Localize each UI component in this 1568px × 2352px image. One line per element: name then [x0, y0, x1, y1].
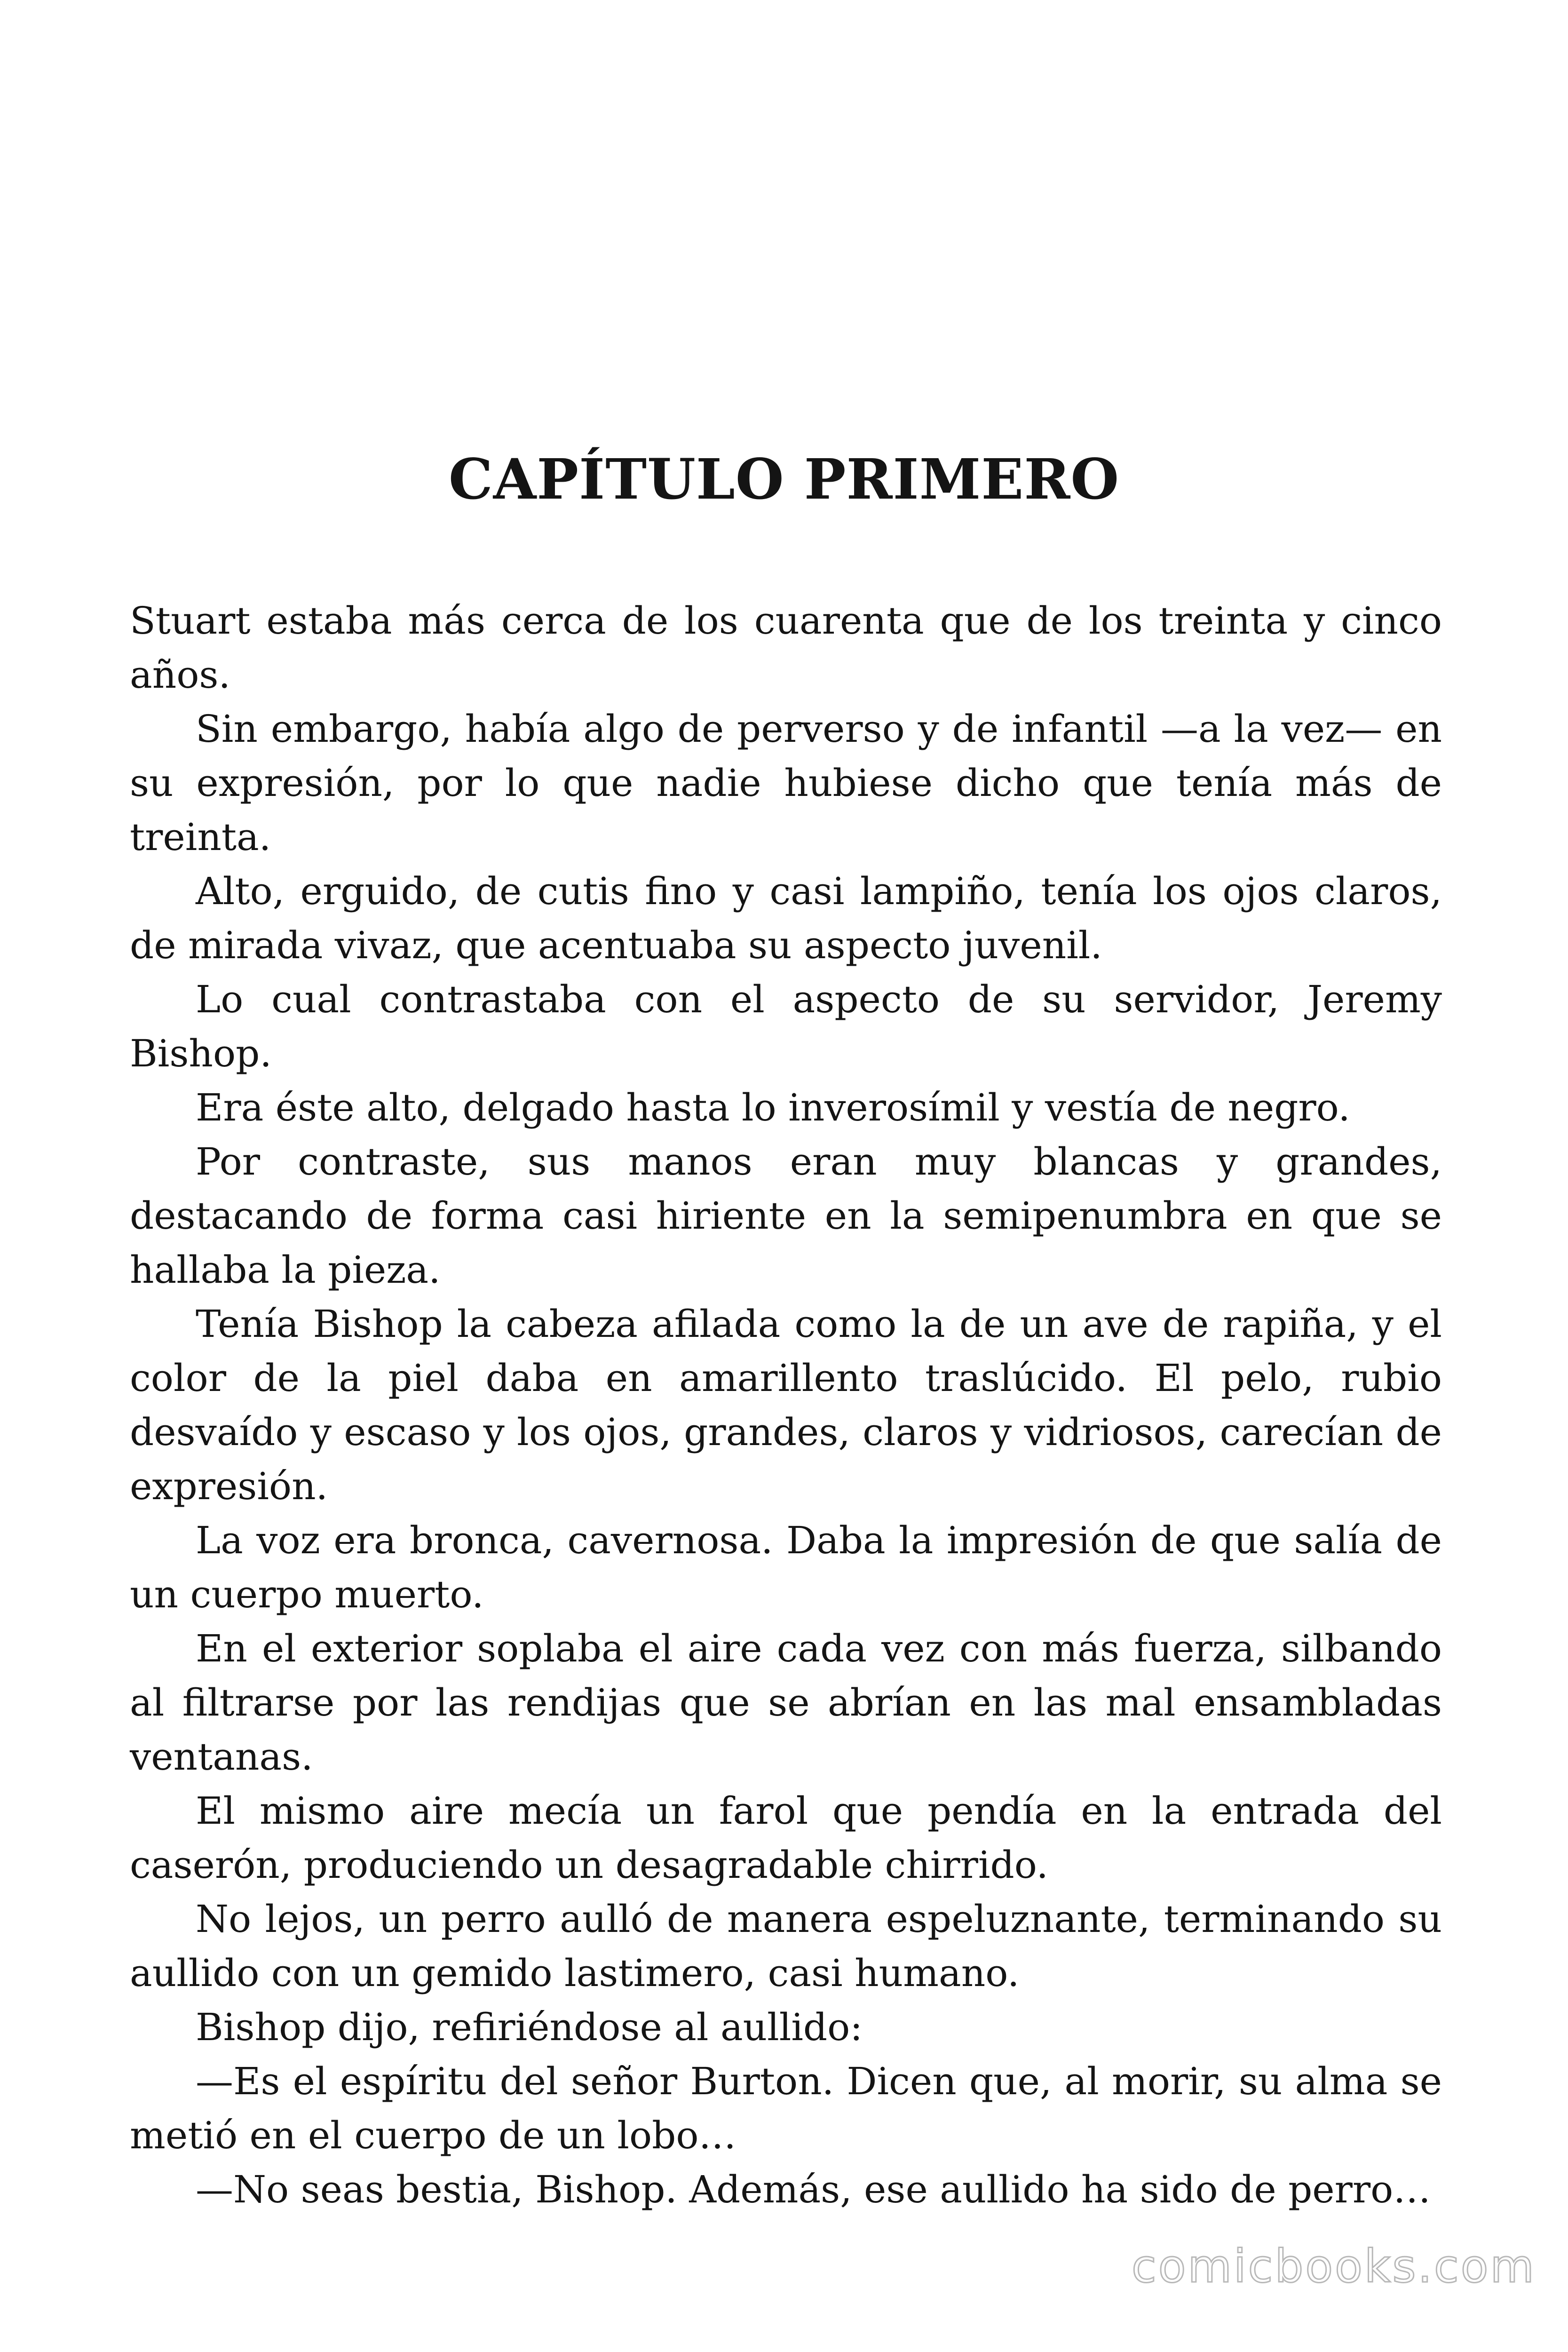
- paragraph: Era éste alto, delgado hasta lo inverosímil y vestía de negro.: [196, 1086, 1350, 1129]
- paragraph: Lo cual contrastaba con el aspecto de su servidor, Jeremy Bishop.: [130, 977, 1442, 1075]
- paragraph: En el exterior soplaba el aire cada vez con más fuerza, silbando al filtrarse por las rendijas que se abrían en las mal ensambladas ventanas.: [130, 1627, 1442, 1779]
- paragraph: La voz era bronca, cavernosa. Daba la impresión de que salía de un cuerpo muerto.: [130, 1518, 1442, 1616]
- paragraph: Tenía Bishop la cabeza afilada como la de un ave de rapiña, y el color de la piel daba en amarillento traslúcido. El pelo, rubio desvaído y escaso y los ojos, grandes, claros y vidriosos, carecían de expresión.: [130, 1302, 1442, 1508]
- paragraph: —No seas bestia, Bishop. Además, ese aullido ha sido de perro…: [196, 2168, 1431, 2211]
- chapter-body: [130, 594, 1442, 2217]
- paragraph: Sin embargo, había algo de perverso y de infantil —a la vez— en su expresión, por lo que nadie hubiese dicho que tenía más de treinta.: [130, 707, 1442, 859]
- paragraph: Por contraste, sus manos eran muy blancas y grandes, destacando de forma casi hiriente en la semipenumbra en que se hallaba la pieza.: [130, 1140, 1442, 1292]
- watermark: comicbooks.com: [1131, 2240, 1536, 2293]
- paragraph: —Es el espíritu del señor Burton. Dicen que, al morir, su alma se metió en el cuerpo de un lobo…: [130, 2059, 1442, 2157]
- paragraph: Bishop dijo, refiriéndose al aullido:: [196, 2005, 863, 2049]
- paragraph: Alto, erguido, de cutis fino y casi lampiño, tenía los ojos claros, de mirada vivaz, que acentuaba su aspecto juvenil.: [130, 869, 1442, 967]
- paragraph: No lejos, un perro aulló de manera espeluznante, terminando su aullido con un gemido lastimero, casi humano.: [130, 1897, 1442, 1995]
- chapter-title: CAPÍTULO PRIMERO: [448, 446, 1120, 512]
- paragraph: Stuart estaba más cerca de los cuarenta que de los treinta y cinco años.: [130, 599, 1442, 697]
- paragraph: El mismo aire mecía un farol que pendía en la entrada del caserón, produciendo un desagradable chirrido.: [130, 1789, 1442, 1887]
